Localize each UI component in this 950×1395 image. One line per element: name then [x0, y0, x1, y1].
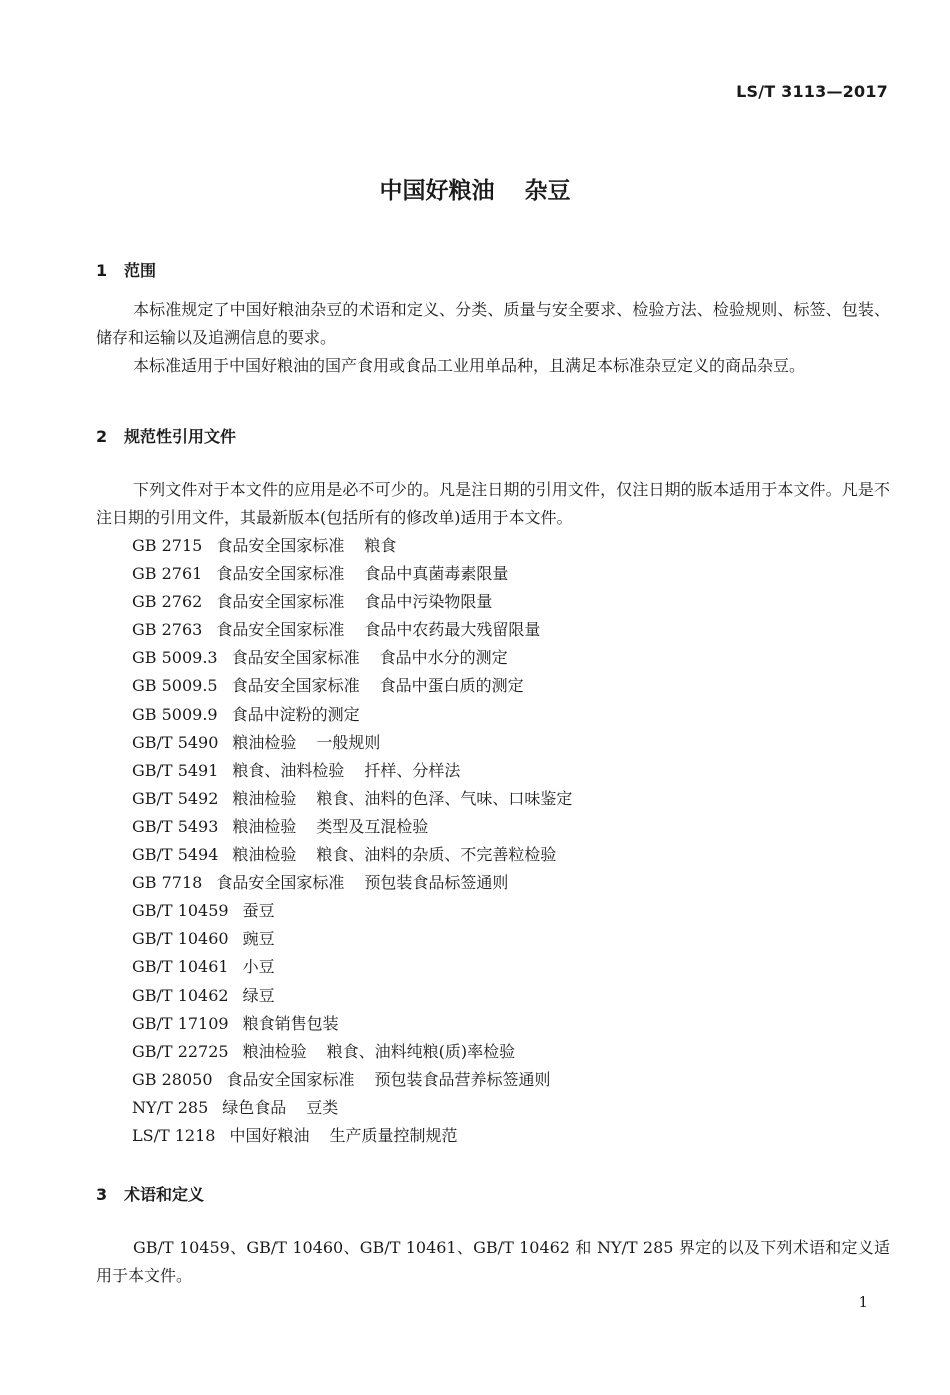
reference-code: GB 28050	[132, 1069, 213, 1089]
reference-subtitle: 预包装食品营养标签通则	[374, 1069, 551, 1089]
section-title: 规范性引用文件	[124, 427, 237, 446]
reference-code: GB/T 22725	[132, 1041, 229, 1061]
section-3-heading	[96, 1182, 204, 1205]
reference-title: 食品安全国家标准	[216, 620, 345, 640]
reference-subtitle: 扦样、分样法	[364, 760, 461, 780]
reference-item	[132, 1038, 572, 1066]
reference-title: 食品安全国家标准	[231, 676, 360, 696]
reference-code: GB 5009.5	[132, 676, 218, 696]
reference-item	[132, 869, 572, 897]
reference-title: 小豆	[242, 957, 275, 977]
reference-title: 食品安全国家标准	[231, 648, 360, 668]
reference-item	[132, 1010, 572, 1038]
reference-item	[132, 701, 572, 729]
reference-item	[132, 560, 572, 588]
reference-code: GB/T 10460	[132, 929, 229, 949]
reference-item	[132, 841, 572, 869]
reference-code: GB 2762	[132, 592, 203, 612]
reference-title: 食品安全国家标准	[216, 564, 345, 584]
reference-subtitle: 食品中蛋白质的测定	[379, 676, 524, 696]
reference-subtitle: 粮食、油料纯粮(质)率检验	[326, 1041, 516, 1061]
reference-item	[132, 672, 572, 700]
reference-item	[132, 1066, 572, 1094]
reference-item	[132, 644, 572, 672]
reference-title: 食品安全国家标准	[226, 1069, 355, 1089]
reference-title: 粮油检验	[232, 816, 297, 836]
reference-subtitle: 食品中农药最大残留限量	[364, 620, 541, 640]
reference-code: GB 2715	[132, 536, 203, 555]
reference-code: GB 2761	[132, 564, 203, 584]
reference-code: GB/T 5492	[132, 788, 219, 808]
reference-code: GB/T 10459	[132, 901, 229, 921]
section-2-intro: 下列文件对于本文件的应用是必不可少的。凡是注日期的引用文件，仅注日期的版本适用于本文件。凡是不注日期的引用文件，其最新版本(包括所有的修改单)适用于本文件。	[96, 480, 890, 527]
section-1-paragraph-2: 本标准适用于中国好粮油的国产食用或食品工业用单品种，且满足本标准杂豆定义的商品杂豆。	[133, 356, 806, 375]
reference-title: 粮食、油料检验	[232, 760, 345, 780]
reference-title: 食品安全国家标准	[216, 592, 345, 612]
reference-item	[132, 925, 572, 953]
title-main: 中国好粮油	[379, 178, 495, 204]
reference-title: 粮油检验	[232, 845, 297, 865]
reference-item	[132, 757, 572, 785]
title-sub: 杂豆	[524, 178, 571, 204]
section-number: 3	[96, 1185, 108, 1204]
reference-code: GB/T 5490	[132, 732, 219, 752]
reference-title: 粮油检验	[232, 732, 297, 752]
reference-subtitle: 粮食、油料的杂质、不完善粒检验	[316, 845, 557, 865]
reference-title: 粮油检验	[232, 788, 297, 808]
reference-item	[132, 532, 572, 560]
reference-code: GB/T 5491	[132, 760, 219, 780]
reference-code: GB 5009.3	[132, 648, 218, 668]
reference-item	[132, 953, 572, 981]
reference-code: GB/T 5494	[132, 845, 219, 865]
reference-code: GB 5009.9	[132, 704, 218, 724]
reference-code: GB 7718	[132, 873, 203, 893]
reference-code: GB/T 10462	[132, 985, 229, 1005]
normative-references-list	[132, 532, 572, 1150]
reference-item	[132, 588, 572, 616]
reference-code: GB/T 17109	[132, 1013, 229, 1033]
reference-subtitle: 生产质量控制规范	[329, 1125, 458, 1145]
reference-subtitle: 食品中真菌毒素限量	[364, 564, 509, 584]
section-2-heading	[96, 424, 236, 447]
section-number: 2	[96, 427, 108, 446]
reference-item	[132, 813, 572, 841]
reference-title: 绿色食品	[222, 1097, 287, 1117]
reference-subtitle: 一般规则	[316, 732, 381, 752]
reference-title: 粮食销售包装	[242, 1013, 339, 1033]
reference-code: GB/T 10461	[132, 957, 229, 977]
reference-item	[132, 897, 572, 925]
reference-subtitle: 类型及互混检验	[316, 816, 429, 836]
reference-subtitle: 豆类	[306, 1097, 339, 1117]
reference-item	[132, 1094, 572, 1122]
section-3-paragraph-1: GB/T 10459、GB/T 10460、GB/T 10461、GB/T 10462 和 NY/T 285 界定的以及下列术语和定义适用于本文件。	[96, 1238, 890, 1285]
section-1-heading	[96, 258, 156, 281]
document-title	[0, 172, 950, 205]
reference-subtitle: 食品中水分的测定	[379, 648, 508, 668]
reference-item	[132, 982, 572, 1010]
reference-title: 食品安全国家标准	[216, 536, 345, 555]
reference-item	[132, 785, 572, 813]
reference-item	[132, 729, 572, 757]
reference-item	[132, 1122, 572, 1150]
reference-code: GB 2763	[132, 620, 203, 640]
section-title: 范围	[124, 261, 157, 280]
reference-title: 粮油检验	[242, 1041, 307, 1061]
reference-subtitle: 食品中污染物限量	[364, 592, 493, 612]
reference-title: 中国好粮油	[229, 1125, 310, 1145]
page-number: 1	[858, 1293, 868, 1311]
reference-item	[132, 616, 572, 644]
reference-title: 豌豆	[242, 929, 275, 949]
reference-subtitle: 粮食、油料的色泽、气味、口味鉴定	[316, 788, 573, 808]
reference-subtitle: 预包装食品标签通则	[364, 873, 509, 893]
section-title: 术语和定义	[124, 1185, 205, 1204]
section-1-paragraph-1: 本标准规定了中国好粮油杂豆的术语和定义、分类、质量与安全要求、检验方法、检验规则、标签、包装、储存和运输以及追溯信息的要求。	[96, 300, 890, 347]
reference-title: 食品安全国家标准	[216, 873, 345, 893]
reference-title: 蚕豆	[242, 901, 275, 921]
reference-code: NY/T 285	[132, 1097, 209, 1117]
reference-title: 绿豆	[242, 985, 275, 1005]
reference-title: 食品中淀粉的测定	[231, 704, 360, 724]
reference-code: GB/T 5493	[132, 816, 219, 836]
reference-code: LS/T 1218	[132, 1125, 216, 1145]
section-number: 1	[96, 261, 108, 280]
standard-code: LS/T 3113—2017	[736, 82, 888, 101]
reference-subtitle: 粮食	[364, 536, 397, 555]
